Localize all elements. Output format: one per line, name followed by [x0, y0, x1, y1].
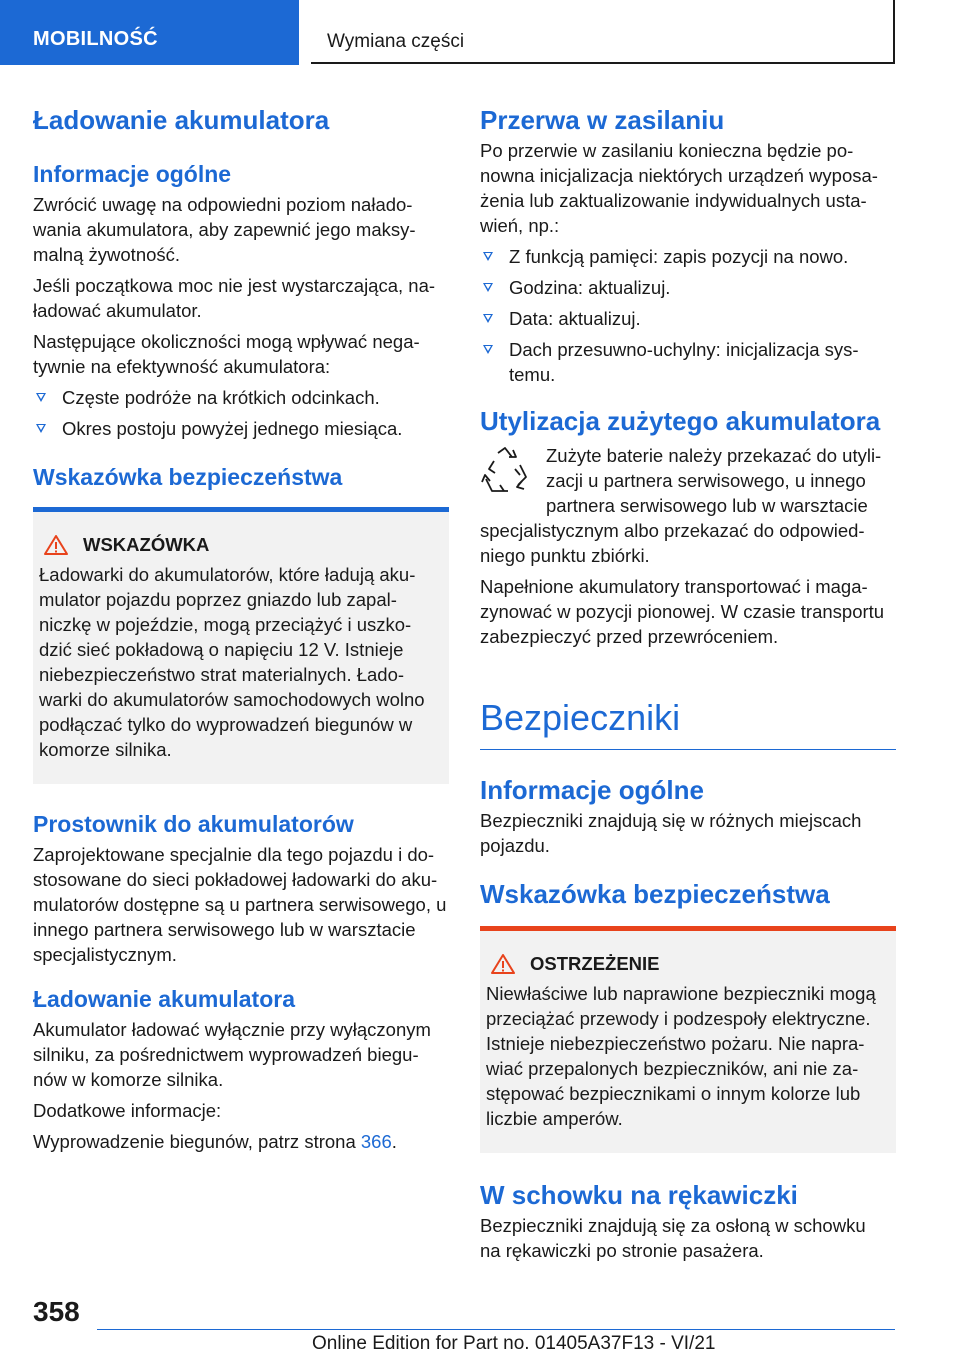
chapter-title: Wymiana części [311, 0, 895, 64]
disposal-block [480, 443, 896, 568]
warning-title: OSTRZEŻENIE [530, 953, 660, 974]
heading-safety-note: Wskazówka bezpieczeństwa [33, 464, 343, 490]
list-item: Godzina: aktualizuj. [480, 275, 896, 300]
paragraph: specjalistycznym albo przekazać do odpowied- niego punktu zbiórki. [480, 520, 865, 566]
right-column [480, 100, 896, 1263]
paragraph: Dodatkowe informacje: [33, 1100, 222, 1121]
note-text: Ładowarki do akumulatorów, które ładują aku- mulator pojazdu poprzez gniazdo lub zapal- niczkę w pojeździe, mogą przeciążyć i uszko- dzić sieć pokładową o napięciu 12 V. Istnieje niebezpieczeństwo strat materialnych. Łado- warki do akumulatorów samochodowych wolno podłączać tylko do wyprowadzeń biegunów w komorze silnika. [39, 564, 425, 760]
reference-paragraph: Wyprowadzenie biegunów, patrz strona 366. [33, 1131, 397, 1152]
bullet-list [33, 385, 449, 441]
page-link[interactable]: 366 [360, 1131, 392, 1152]
left-column [33, 100, 449, 1154]
section-tab: MOBILNOŚĆ [0, 0, 299, 65]
paragraph: Następujące okoliczności mogą wpływać nega- tywnie na efektywność akumulatora: [33, 331, 420, 377]
list-item: Częste podróże na krótkich odcinkach. [33, 385, 449, 410]
heading-general-info: Informacje ogólne [480, 775, 704, 805]
paragraph: Po przerwie w zasilaniu konieczna będzie po- nowna inicjalizacja niektórych urządzeń wyposa- żenia lub zaktualizowanie indywidualnych usta- wień, np.: [480, 140, 878, 236]
heading-rectifier: Prostownik do akumulatorów [33, 811, 354, 837]
heading-battery-disposal: Utylizacja zużytego akumulatora [480, 406, 881, 436]
heading-safety-note: Wskazówka bezpieczeństwa [480, 879, 830, 909]
note-box [33, 507, 449, 784]
heading-charging: Ładowanie akumulatora [33, 986, 296, 1012]
bullet-triangle-icon [36, 393, 46, 402]
paragraph: Zwrócić uwagę na odpowiedni poziom nałado- wania akumulatora, aby zapewnić jego maksy- malną żywotność. [33, 194, 416, 265]
paragraph: Zużyte baterie należy przekazać do utyli- zacji u partnera serwisowego, u innego partnera serwisowego lub w warsztacie [546, 445, 882, 516]
paragraph: Akumulator ładować wyłącznie przy wyłączonym silniku, za pośrednictwem wyprowadzeń biegu- nów w komorze silnika. [33, 1019, 431, 1090]
list-item: Z funkcją pamięci: zapis pozycji na nowo. [480, 244, 896, 269]
heading-general-info: Informacje ogólne [33, 161, 232, 187]
list-item: Dach przesuwno-uchylny: inicjalizacja sys- temu. [480, 337, 896, 387]
bullet-triangle-icon [36, 424, 46, 433]
bullet-triangle-icon [483, 345, 493, 354]
footer-edition: Online Edition for Part no. 01405A37F13 - VI/21 [312, 1333, 716, 1354]
warning-triangle-icon [43, 534, 69, 556]
warning-box [480, 926, 896, 1153]
recycle-icon [480, 445, 530, 499]
heading-power-outage: Przerwa w zasilaniu [480, 105, 725, 135]
paragraph: Bezpieczniki znajdują się za osłoną w schowku na rękawiczki po stronie pasażera. [480, 1215, 866, 1261]
bullet-list [480, 244, 896, 387]
paragraph: Jeśli początkowa moc nie jest wystarczająca, na- ładować akumulator. [33, 275, 436, 321]
footer-rule [97, 1329, 895, 1330]
paragraph: Napełnione akumulatory transportować i maga- zynować w pozycji pionowej. W czasie transportu zabezpieczyć przed przewróceniem. [480, 576, 885, 647]
chapter-heading-block [480, 693, 896, 750]
bullet-triangle-icon [483, 252, 493, 261]
bullet-triangle-icon [483, 314, 493, 323]
list-item: Okres postoju powyżej jednego miesiąca. [33, 416, 449, 441]
paragraph: Zaprojektowane specjalnie dla tego pojazdu i do- stosowane do sieci pokładowej ładowarki do aku- mulatorów dostępne są u partnera serwisowego, u innego partnera serwisowego lub w warsztacie specjalistycznym. [33, 844, 447, 965]
bullet-triangle-icon [483, 283, 493, 292]
paragraph: Bezpieczniki znajdują się w różnych miejscach pojazdu. [480, 810, 862, 856]
heading-fuses: Bezpieczniki [480, 697, 681, 738]
list-item: Data: aktualizuj. [480, 306, 896, 331]
warning-triangle-icon [490, 953, 516, 975]
heading-glovebox: W schowku na rękawiczki [480, 1180, 798, 1210]
note-title: WSKAZÓWKA [83, 534, 210, 555]
warning-text: Niewłaściwe lub naprawione bezpieczniki mogą przeciążać przewody i podzespoły elektryczne. Istnieje niebezpieczeństwo pożaru. Nie napra- wiać przepalonych bezpieczników, ani nie za- stępować bezpiecznikami o innym kolorze lub liczbie amperów. [486, 983, 876, 1129]
heading-battery-charging: Ładowanie akumulatora [33, 105, 330, 135]
page-number: 358 [33, 1296, 80, 1327]
